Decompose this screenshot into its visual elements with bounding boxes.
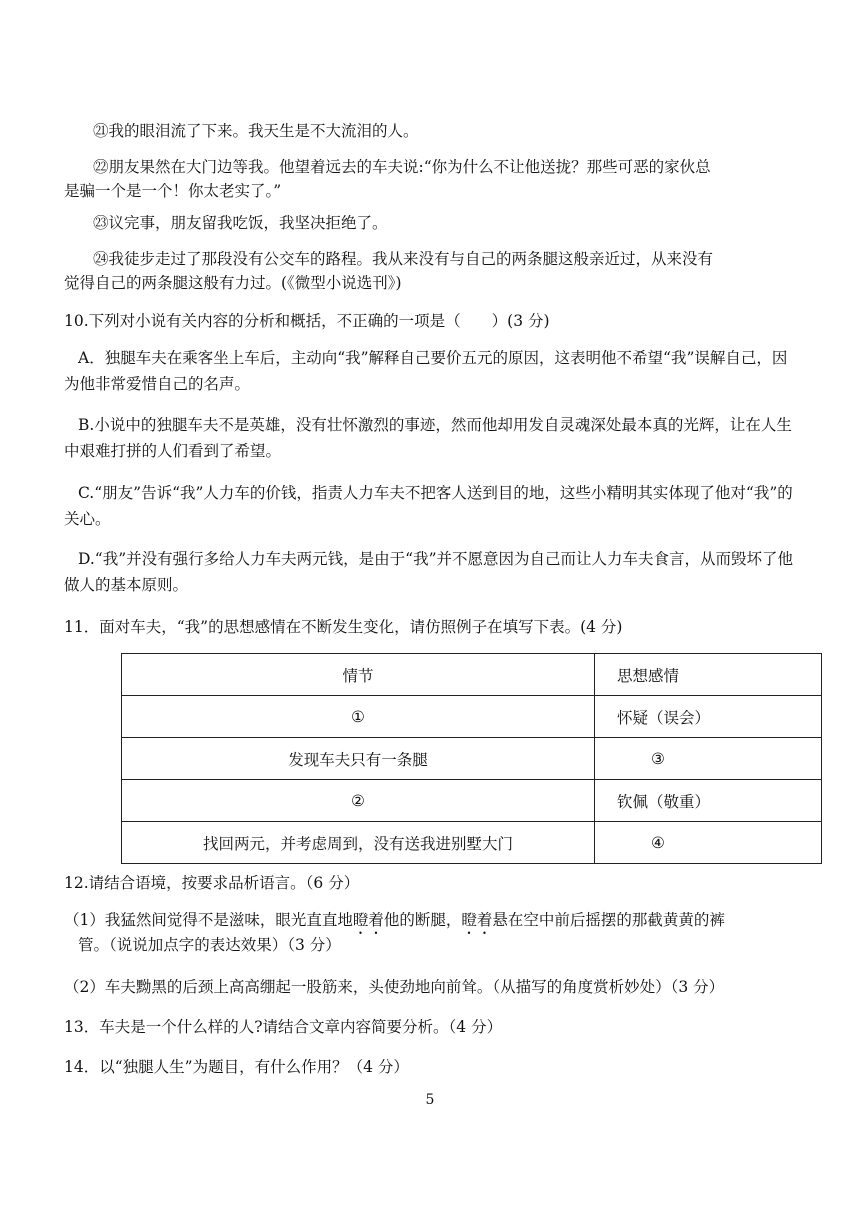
question-12-sub2: （2）车夫黝黑的后颈上高高绷起一股筋来，头使劲地向前耸。（从描写的角度赏析妙处）（3 分） [64,978,725,996]
paragraph-23: ㉓议完事，朋友留我吃饭，我坚决拒绝了。 [93,214,388,232]
question-10-stem: 10.下列对小说有关内容的分析和概括，不正确的一项是（ ）(3 分) [64,312,550,330]
question-13: 13．车夫是一个什么样的人?请结合文章内容简要分析。（4 分） [64,1018,503,1036]
paragraph-24-line2: 觉得自己的两条腿这般有力过。(《微型小说选刊》) [64,274,402,292]
question-12-stem: 12.请结合语境，按要求品析语言。（6 分） [64,874,360,892]
question-12-sub1-line2: 管。（说说加点字的表达效果）（3 分） [78,936,341,954]
question-10-option-c: C.“朋友”告诉“我”人力车的价钱，指责人力车夫不把客人送到目的地，这些小精明其实体现了他对“我”的关心。 [64,484,793,528]
question-12-sub1-text: 他的断腿， [383,911,462,929]
question-10-option-b: B.小说中的独腿车夫不是英雄，没有壮怀激烈的事迹，然而他却用发自灵魂深处最本真的光辉，让在人生中艰难打拼的人们看到了希望。 [64,416,792,460]
table-cell-plot: 发现车夫只有一条腿 [122,738,595,780]
table-cell-feeling: 钦佩（敬重） [595,780,822,822]
paragraph-21: ㉑我的眼泪流了下来。我天生是不大流泪的人。 [93,122,419,140]
table-cell-plot: ① [122,696,595,738]
question-10-option-a: A．独腿车夫在乘客坐上车后，主动向“我”解释自己要价五元的原因，这表明他不希望“我”误解自己，因为他非常爱惜自己的名声。 [64,349,788,393]
paragraph-24-line1: ㉔我徒步走过了那段没有公交车的路程。我从来没有与自己的两条腿这般亲近过，从来没有 [93,250,714,268]
table-cell-feeling: 怀疑（误会） [595,696,822,738]
table-header-plot: 情节 [122,654,595,696]
paragraph-22-line1: ㉒朋友果然在大门边等我。他望着远去的车夫说:“你为什么不让他送拢？那些可恶的家伙总 [93,158,711,176]
table-cell-plot: 找回两元，并考虑周到，没有送我进别墅大门 [122,822,595,864]
feelings-table [121,653,822,864]
question-10-option-d: D.“我”并没有强行多给人力车夫两元钱，是由于“我”并不愿意因为自己而让人力车夫食言，从而毁坏了他做人的基本原则。 [64,550,794,594]
table-header-row [122,654,822,696]
page-number: 5 [425,1092,435,1108]
table-row [122,696,822,738]
question-14: 14．以“独腿人生”为题目，有什么作用？（4 分） [64,1058,409,1076]
table-row [122,738,822,780]
table-row [122,822,822,864]
question-12-sub1-text: （1）我猛然间觉得不是滋味，眼光直直地 [64,911,353,929]
table-cell-feeling: ④ [595,822,822,864]
paragraph-22-line2: 是骗一个是一个！你太老实了。” [64,182,282,200]
emphasized-word: 瞪着 [461,911,493,929]
table-cell-plot: ② [122,780,595,822]
question-12-sub1-text: 悬在空中前后摇摆的那截黄黄的裤 [492,911,725,929]
table-header-feeling: 思想感情 [595,654,822,696]
question-11-stem: 11．面对车夫，“我”的思想感情在不断发生变化，请仿照例子在填写下表。(4 分) [64,618,623,636]
table-row [122,780,822,822]
emphasized-word: 瞪着 [352,911,384,929]
table-cell-feeling: ③ [595,738,822,780]
